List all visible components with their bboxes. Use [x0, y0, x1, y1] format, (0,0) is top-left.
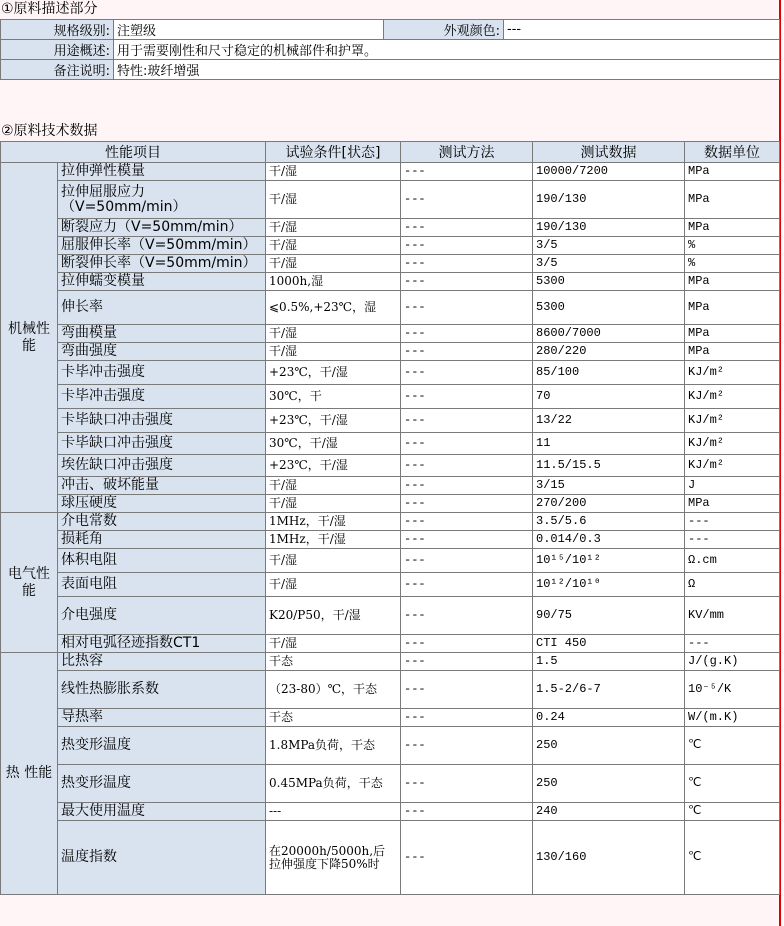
category-0: 机械性能: [1, 163, 58, 513]
data-cell: 11.5/15.5: [533, 455, 685, 477]
method-cell: ---: [401, 455, 533, 477]
grade-label: 规格级别:: [1, 20, 114, 40]
data-cell: CTI 450: [533, 635, 685, 653]
color-label: 外观颜色:: [384, 20, 504, 40]
usage-label: 用途概述:: [1, 40, 114, 60]
table-row: [1, 325, 780, 343]
method-cell: ---: [401, 385, 533, 409]
property-name: 弯曲强度: [58, 343, 266, 361]
data-cell: 3/5: [533, 255, 685, 273]
condition-cell: 干/湿: [266, 635, 401, 653]
property-name: 体积电阻: [58, 549, 266, 573]
condition-cell: 干/湿: [266, 181, 401, 219]
property-name: 导热率: [58, 709, 266, 727]
method-cell: ---: [401, 821, 533, 895]
table-row: [1, 821, 780, 895]
unit-cell: MPa: [685, 163, 780, 181]
property-name: 表面电阻: [58, 573, 266, 597]
data-cell: 90/75: [533, 597, 685, 635]
table-row: [1, 477, 780, 495]
property-name: 比热容: [58, 653, 266, 671]
method-cell: ---: [401, 531, 533, 549]
grade-value: 注塑级: [114, 20, 384, 40]
data-cell: 0.24: [533, 709, 685, 727]
unit-cell: %: [685, 255, 780, 273]
method-cell: ---: [401, 477, 533, 495]
condition-cell: 干/湿: [266, 163, 401, 181]
method-cell: ---: [401, 291, 533, 325]
unit-cell: ℃: [685, 803, 780, 821]
remark-label: 备注说明:: [1, 60, 114, 80]
unit-cell: ---: [685, 513, 780, 531]
table-row: [1, 495, 780, 513]
data-cell: 0.014/0.3: [533, 531, 685, 549]
condition-cell: 干态: [266, 653, 401, 671]
data-cell: 280/220: [533, 343, 685, 361]
usage-value: 用于需要刚性和尺寸稳定的机械部件和护罩。: [114, 40, 780, 60]
method-cell: ---: [401, 765, 533, 803]
property-name: 相对电弧径迹指数CT1: [58, 635, 266, 653]
table-row: [1, 255, 780, 273]
section1-title: ①原料描述部分: [1, 1, 98, 17]
method-cell: ---: [401, 343, 533, 361]
table-row: [1, 531, 780, 549]
condition-cell: K20/P50，干/湿: [266, 597, 401, 635]
unit-cell: MPa: [685, 343, 780, 361]
table-row: [1, 765, 780, 803]
condition-cell: 干态: [266, 709, 401, 727]
condition-cell: 0.45MPa负荷，干态: [266, 765, 401, 803]
method-cell: ---: [401, 163, 533, 181]
unit-cell: 10⁻⁵/K: [685, 671, 780, 709]
property-name: 拉伸蠕变模量: [58, 273, 266, 291]
property-name: 介电常数: [58, 513, 266, 531]
property-name: 最大使用温度: [58, 803, 266, 821]
unit-cell: %: [685, 237, 780, 255]
unit-cell: MPa: [685, 181, 780, 219]
data-cell: 3/5: [533, 237, 685, 255]
condition-cell: 干/湿: [266, 477, 401, 495]
unit-cell: KJ/m²: [685, 433, 780, 455]
property-name: 埃佐缺口冲击强度: [58, 455, 266, 477]
unit-cell: Ω: [685, 573, 780, 597]
method-cell: ---: [401, 549, 533, 573]
method-cell: ---: [401, 635, 533, 653]
condition-cell: 30℃，干: [266, 385, 401, 409]
method-cell: ---: [401, 573, 533, 597]
table-row: [1, 433, 780, 455]
property-name: 损耗角: [58, 531, 266, 549]
method-cell: ---: [401, 361, 533, 385]
condition-cell: 30℃，干/湿: [266, 433, 401, 455]
condition-cell: 在20000h/5000h,后拉伸强度下降50%时: [266, 821, 401, 895]
property-name: 卡毕冲击强度: [58, 361, 266, 385]
table-row: [1, 709, 780, 727]
property-name: 卡毕缺口冲击强度: [58, 409, 266, 433]
property-name: 温度指数: [58, 821, 266, 895]
data-cell: 10¹⁵/10¹²: [533, 549, 685, 573]
unit-cell: ---: [685, 531, 780, 549]
property-name: 线性热膨胀系数: [58, 671, 266, 709]
method-cell: ---: [401, 709, 533, 727]
table-row: [1, 181, 780, 219]
data-cell: 5300: [533, 291, 685, 325]
unit-cell: MPa: [685, 291, 780, 325]
method-cell: ---: [401, 325, 533, 343]
property-name: 热变形温度: [58, 765, 266, 803]
condition-cell: 干/湿: [266, 343, 401, 361]
section2-title: ②原料技术数据: [1, 123, 98, 139]
property-name: 断裂应力（V=50mm/min）: [58, 219, 266, 237]
condition-cell: 干/湿: [266, 495, 401, 513]
table-row: [1, 573, 780, 597]
data-cell: 70: [533, 385, 685, 409]
method-cell: ---: [401, 653, 533, 671]
condition-cell: ⩽0.5%,+23℃，湿: [266, 291, 401, 325]
table-row: [1, 385, 780, 409]
data-cell: 250: [533, 727, 685, 765]
unit-cell: KJ/m²: [685, 385, 780, 409]
data-cell: 1.5-2/6-7: [533, 671, 685, 709]
method-cell: ---: [401, 803, 533, 821]
table-row: [1, 727, 780, 765]
data-cell: 1.5: [533, 653, 685, 671]
method-cell: ---: [401, 597, 533, 635]
data-cell: 270/200: [533, 495, 685, 513]
unit-cell: ℃: [685, 765, 780, 803]
unit-cell: KJ/m²: [685, 455, 780, 477]
condition-cell: 干/湿: [266, 573, 401, 597]
data-cell: 85/100: [533, 361, 685, 385]
condition-cell: +23℃，干/湿: [266, 361, 401, 385]
method-cell: ---: [401, 495, 533, 513]
description-table: [0, 19, 780, 80]
property-name: 卡毕冲击强度: [58, 385, 266, 409]
table-row: [1, 597, 780, 635]
condition-cell: 干/湿: [266, 255, 401, 273]
property-name: 卡毕缺口冲击强度: [58, 433, 266, 455]
condition-cell: 1000h,湿: [266, 273, 401, 291]
remark-value: 特性:玻纤增强: [114, 60, 780, 80]
table-row: [1, 409, 780, 433]
data-cell: 190/130: [533, 181, 685, 219]
header-condition: 试验条件[状态]: [266, 142, 401, 163]
property-name: 弯曲模量: [58, 325, 266, 343]
property-name: 拉伸弹性模量: [58, 163, 266, 181]
condition-cell: 1MHz，干/湿: [266, 531, 401, 549]
header-property: 性能项目: [1, 142, 266, 163]
condition-cell: 干/湿: [266, 325, 401, 343]
table-row: [1, 291, 780, 325]
table-row: [1, 273, 780, 291]
method-cell: ---: [401, 433, 533, 455]
table-row: [1, 237, 780, 255]
data-cell: 130/160: [533, 821, 685, 895]
table-row: [1, 455, 780, 477]
unit-cell: KJ/m²: [685, 409, 780, 433]
property-name: 断裂伸长率（V=50mm/min）: [58, 255, 266, 273]
method-cell: ---: [401, 513, 533, 531]
unit-cell: MPa: [685, 219, 780, 237]
data-cell: 13/22: [533, 409, 685, 433]
data-cell: 190/130: [533, 219, 685, 237]
unit-cell: W/(m.K): [685, 709, 780, 727]
method-cell: ---: [401, 219, 533, 237]
method-cell: ---: [401, 671, 533, 709]
unit-cell: ---: [685, 635, 780, 653]
data-cell: 10000/7200: [533, 163, 685, 181]
technical-data-table: [0, 141, 780, 895]
unit-cell: MPa: [685, 273, 780, 291]
table-row: [1, 361, 780, 385]
condition-cell: 1.8MPa负荷，干态: [266, 727, 401, 765]
table-row: [1, 163, 780, 181]
table-row: [1, 549, 780, 573]
data-cell: 3/15: [533, 477, 685, 495]
table-row: [1, 803, 780, 821]
condition-cell: （23-80）℃，干态: [266, 671, 401, 709]
unit-cell: KV/mm: [685, 597, 780, 635]
unit-cell: ℃: [685, 727, 780, 765]
data-cell: 8600/7000: [533, 325, 685, 343]
category-2: 热 性能: [1, 653, 58, 895]
data-cell: 250: [533, 765, 685, 803]
property-name: 屈服伸长率（V=50mm/min）: [58, 237, 266, 255]
method-cell: ---: [401, 181, 533, 219]
condition-cell: ---: [266, 803, 401, 821]
unit-cell: J: [685, 477, 780, 495]
header-unit: 数据单位: [685, 142, 780, 163]
unit-cell: MPa: [685, 325, 780, 343]
method-cell: ---: [401, 727, 533, 765]
method-cell: ---: [401, 255, 533, 273]
header-data: 测试数据: [533, 142, 685, 163]
data-cell: 10¹²/10¹⁰: [533, 573, 685, 597]
method-cell: ---: [401, 409, 533, 433]
condition-cell: +23℃，干/湿: [266, 455, 401, 477]
property-name: 球压硬度: [58, 495, 266, 513]
unit-cell: KJ/m²: [685, 361, 780, 385]
table-row: [1, 635, 780, 653]
method-cell: ---: [401, 273, 533, 291]
data-cell: 11: [533, 433, 685, 455]
unit-cell: ℃: [685, 821, 780, 895]
condition-cell: 干/湿: [266, 549, 401, 573]
table-row: [1, 653, 780, 671]
condition-cell: +23℃，干/湿: [266, 409, 401, 433]
unit-cell: Ω.cm: [685, 549, 780, 573]
color-value: ---: [504, 20, 780, 40]
condition-cell: 干/湿: [266, 219, 401, 237]
property-name: 拉伸屈服应力（V=50mm/min）: [58, 181, 266, 219]
property-name: 热变形温度: [58, 727, 266, 765]
method-cell: ---: [401, 237, 533, 255]
table-row: [1, 671, 780, 709]
table-row: [1, 513, 780, 531]
table-row: [1, 343, 780, 361]
property-name: 伸长率: [58, 291, 266, 325]
unit-cell: J/(g.K): [685, 653, 780, 671]
data-cell: 240: [533, 803, 685, 821]
property-name: 冲击、破坏能量: [58, 477, 266, 495]
property-name: 介电强度: [58, 597, 266, 635]
data-cell: 3.5/5.6: [533, 513, 685, 531]
condition-cell: 干/湿: [266, 237, 401, 255]
unit-cell: MPa: [685, 495, 780, 513]
condition-cell: 1MHz，干/湿: [266, 513, 401, 531]
header-method: 测试方法: [401, 142, 533, 163]
data-cell: 5300: [533, 273, 685, 291]
table-row: [1, 219, 780, 237]
category-1: 电气性能: [1, 513, 58, 653]
